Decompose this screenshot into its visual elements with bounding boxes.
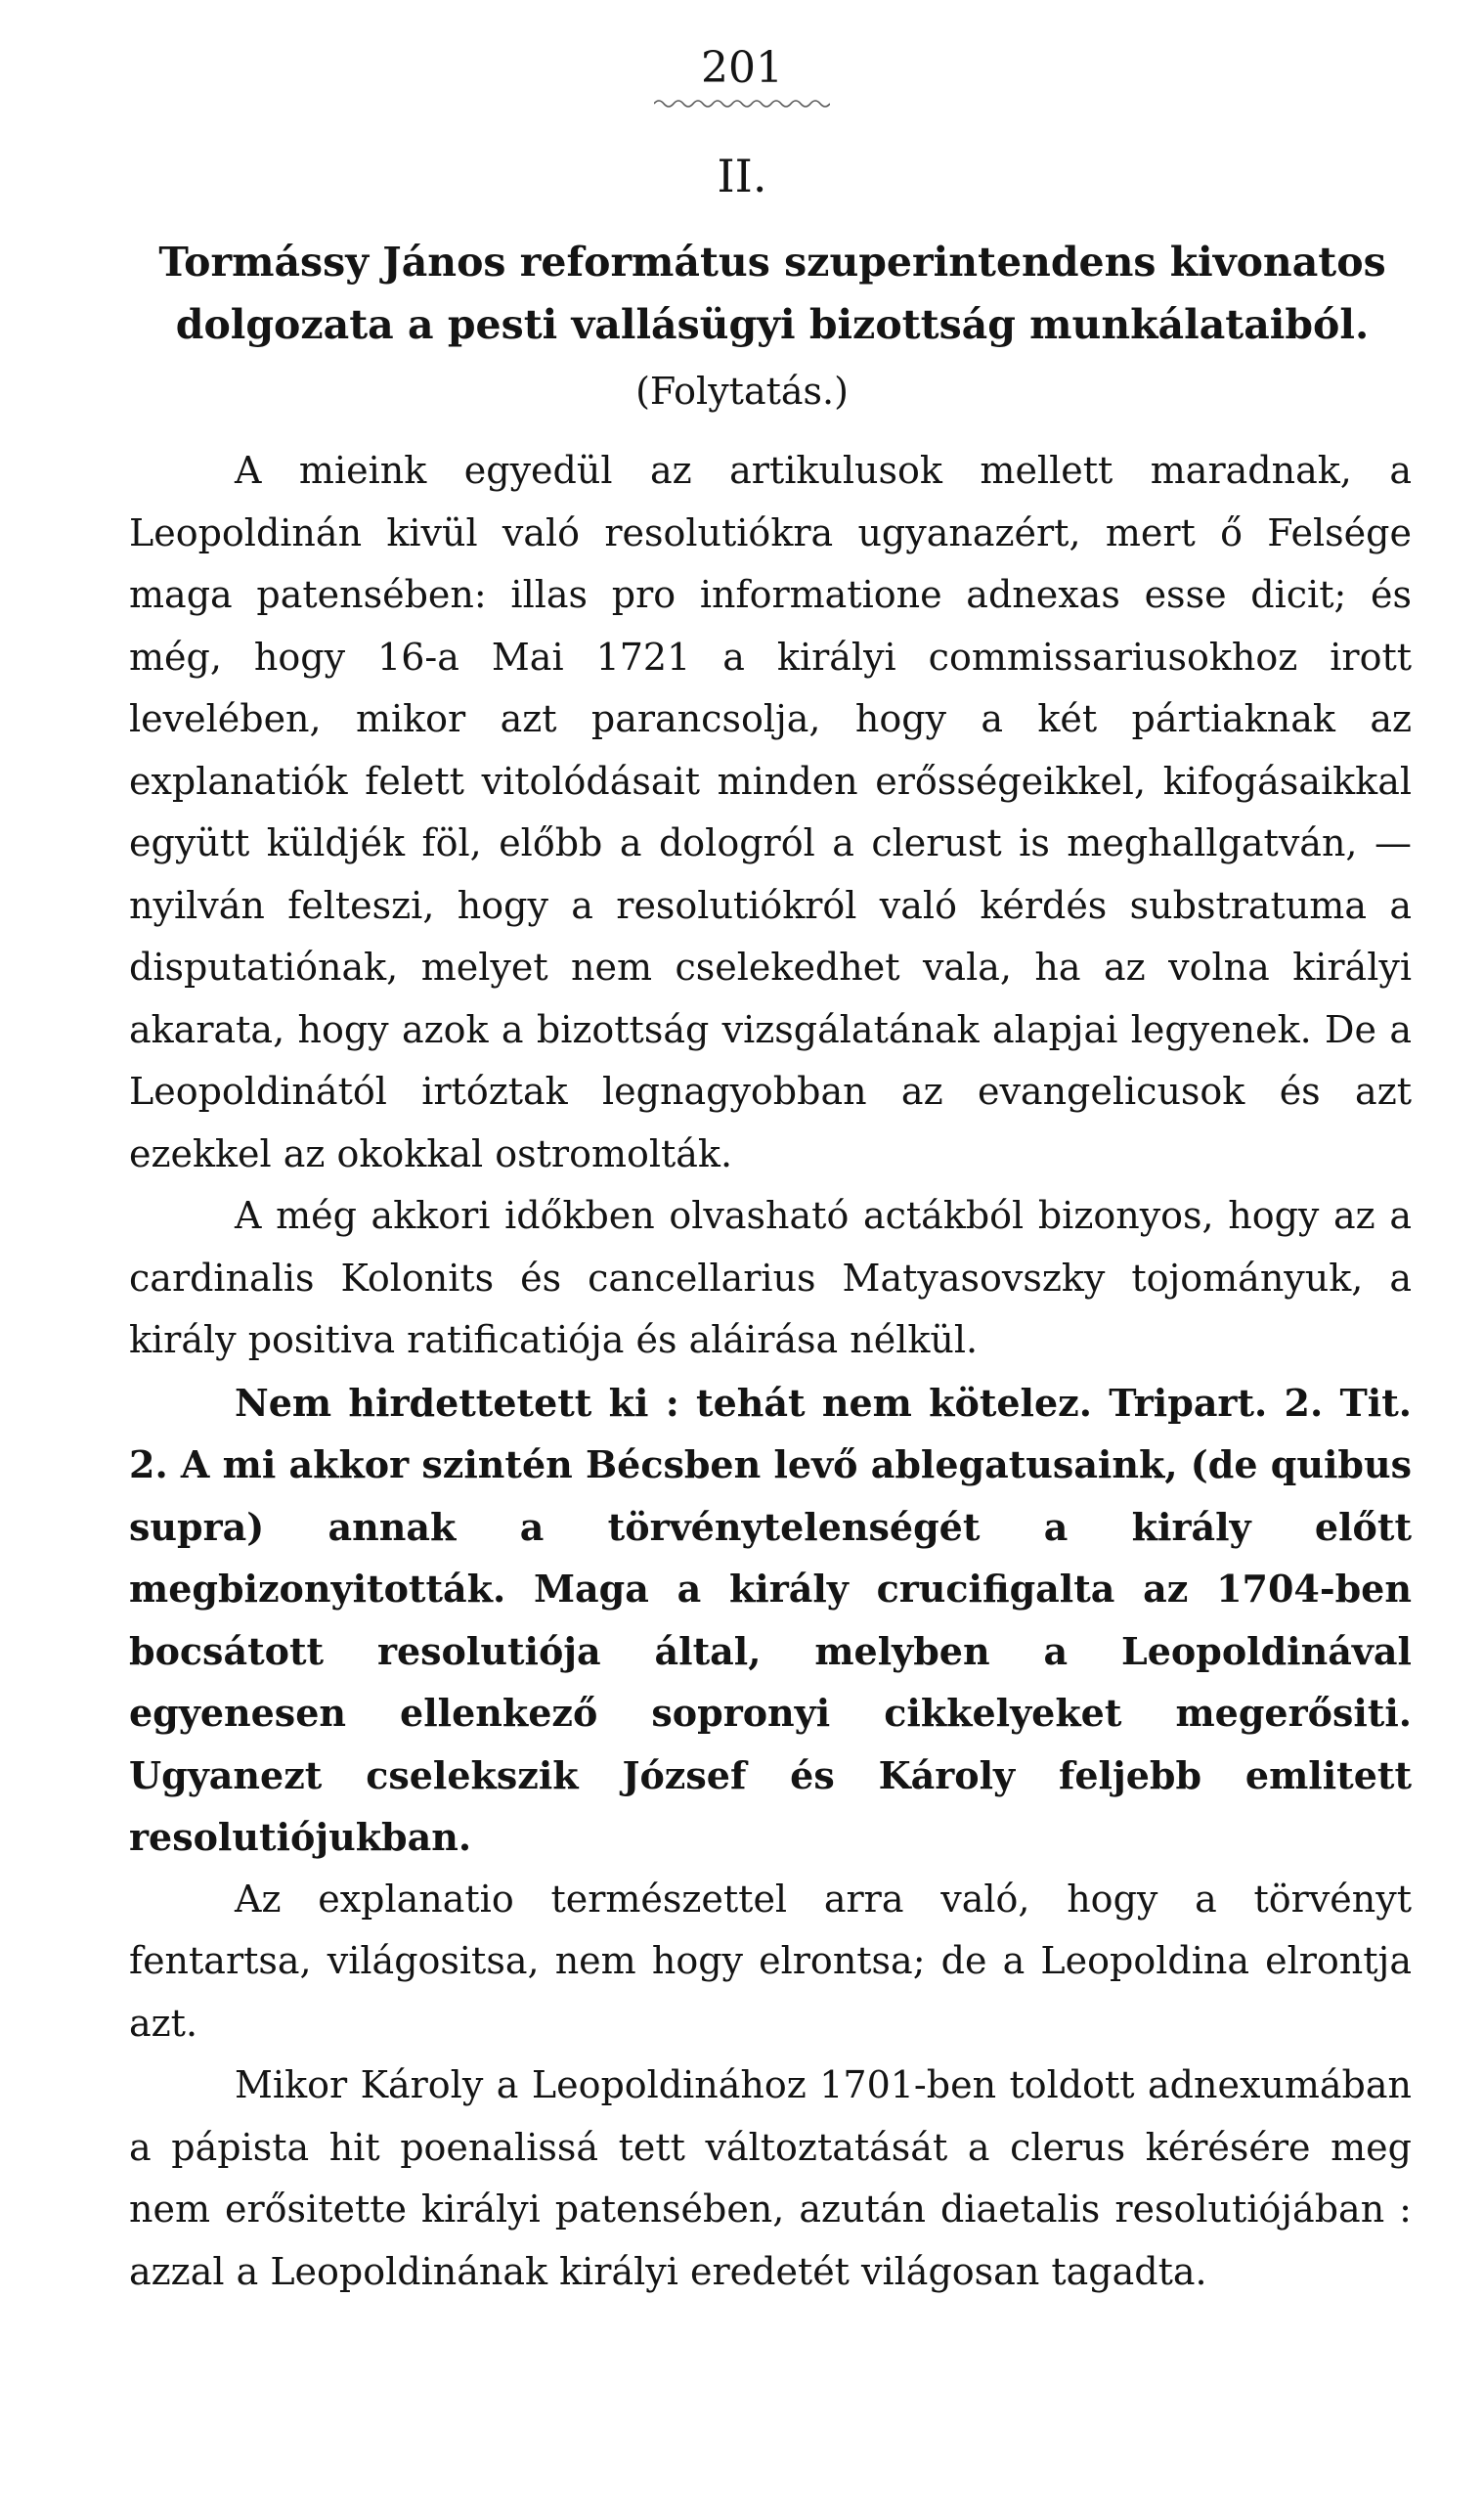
page-number: 201 <box>701 43 783 93</box>
paragraph-3: Nem hirdettetett ki : tehát nem kötelez. Tripart. 2. Tit. 2. A mi akkor szintén Bécsben levő ablegatusaink, (de quibus supra) annak a törvénytelenségét a király előtt megbizonyitották. Maga a király crucifigalta az 1704-ben bocsátott resolutiója által, melyben a Leopoldinával egyenesen ellenkező sopronyi cikkelyeket megerősiti. Ugyanezt cselekszik József és Károly feljebb emlitett resolutiójukban. <box>129 1380 1412 1859</box>
section-number: II. <box>717 150 767 202</box>
article-title: Tormássy János református szuperintendens kivonatos dolgozata a pesti vallásügyi bizottság munkálataiból. <box>158 239 1386 348</box>
paragraph-2: A még akkori időkben olvasható actákból bizonyos, hogy az a cardinalis Kolonits és cancellarius Matyasovszky tojományuk, a király positiva ratificatiója és aláirása nélkül. <box>129 1194 1412 1361</box>
wavy-line-icon <box>654 97 830 110</box>
paragraph-4: Az explanatio természettel arra való, hogy a törvényt fentartsa, világositsa, nem hogy elrontsa; de a Leopoldina elrontja azt. <box>129 1877 1412 2045</box>
paragraph-1: A mieink egyedül az artikulusok mellett maradnak, a Leopoldinán kivül való resolutiókra ugyanazért, mert ő Felsége maga patensében: illas pro informatione adnexas esse dicit; és még, hogy 16-a Mai 1721 a királyi commissariusokhoz irott levelében, mikor azt parancsolja, hogy a két pártiaknak az explanatiók felett vitolódásait minden erősségeikkel, kifogásaikkal együtt küldjék föl, előbb a dologról a clerust is meghallgatván, — nyilván felteszi, hogy a resolutiókról való kérdés substratuma a disputatiónak, melyet nem cselekedhet vala, ha az volna királyi akarata, hogy azok a bizottság vizsgálatának alapjai legyenek. De a Leopoldinától irtóztak legnagyobban az evangelicusok és azt ezekkel az okokkal ostromolták. <box>129 449 1412 1175</box>
continuation-note: (Folytatás.) <box>635 370 849 413</box>
wavy-rule-ornament <box>0 96 1484 114</box>
paragraph-5: Mikor Károly a Leopoldinához 1701-ben toldott adnexumában a pápista hit poenalissá tett változtatását a clerus kérésére meg nem erősitette királyi patensében, azután diaetalis resolutiójában : azzal a Leopoldinának királyi eredetét világosan tagadta. <box>129 2063 1412 2293</box>
body-text <box>129 440 1412 2303</box>
